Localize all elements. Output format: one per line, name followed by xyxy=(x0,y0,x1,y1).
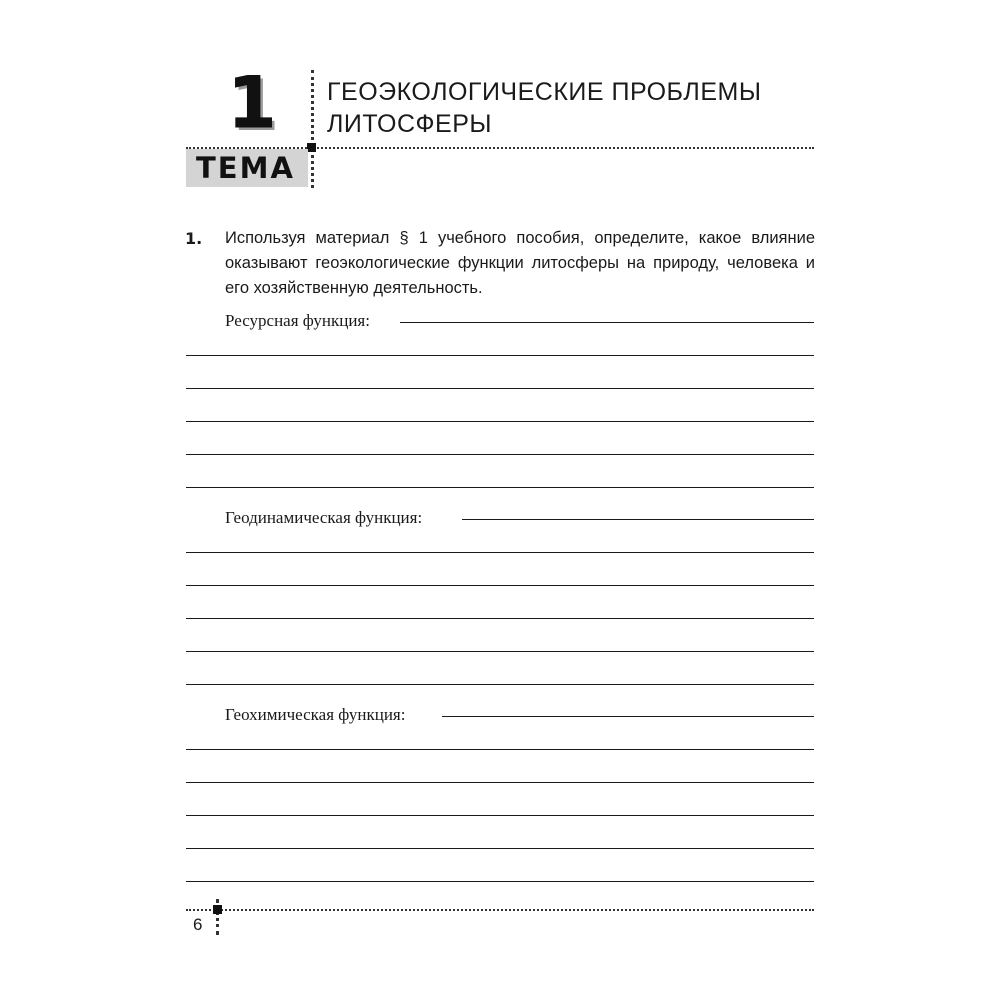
answer-line[interactable] xyxy=(400,322,814,323)
page-title xyxy=(327,76,761,140)
answer-line[interactable] xyxy=(186,487,814,488)
footer-rule xyxy=(186,909,814,911)
answer-line[interactable] xyxy=(186,618,814,619)
title-line-1: ГЕОЭКОЛОГИЧЕСКИЕ ПРОБЛЕМЫ xyxy=(327,78,762,106)
answer-line[interactable] xyxy=(186,848,814,849)
answer-line[interactable] xyxy=(186,585,814,586)
chapter-number: 1 xyxy=(227,62,277,144)
question-number: 1. xyxy=(185,229,203,248)
answer-line[interactable] xyxy=(186,388,814,389)
answer-line[interactable] xyxy=(186,421,814,422)
topic-label: ТЕМА xyxy=(196,151,295,185)
answer-line[interactable] xyxy=(186,815,814,816)
question-text: Используя материал § 1 учебного пособия, определите, какое влияние оказывают геоэкологические функции литосферы на природу, человека и его хозяйственную деятельность. xyxy=(225,229,815,297)
answer-line[interactable] xyxy=(186,454,814,455)
page-number: 6 xyxy=(193,915,203,934)
answer-line[interactable] xyxy=(186,782,814,783)
answer-line[interactable] xyxy=(186,684,814,685)
header-divider xyxy=(311,70,314,188)
section-label-geodynamic: Геодинамическая функция: xyxy=(225,508,423,527)
footer-corner-marker xyxy=(213,905,222,914)
answer-line[interactable] xyxy=(186,651,814,652)
answer-line[interactable] xyxy=(442,716,814,717)
title-line-2: ЛИТОСФЕРЫ xyxy=(327,110,493,138)
answer-line[interactable] xyxy=(462,519,814,520)
answer-line[interactable] xyxy=(186,355,814,356)
section-label-resource: Ресурсная функция: xyxy=(225,311,370,330)
answer-line[interactable] xyxy=(186,749,814,750)
section-label-geochemical: Геохимическая функция: xyxy=(225,705,406,724)
answer-line[interactable] xyxy=(186,881,814,882)
answer-line[interactable] xyxy=(186,552,814,553)
header-corner-marker xyxy=(307,143,316,152)
